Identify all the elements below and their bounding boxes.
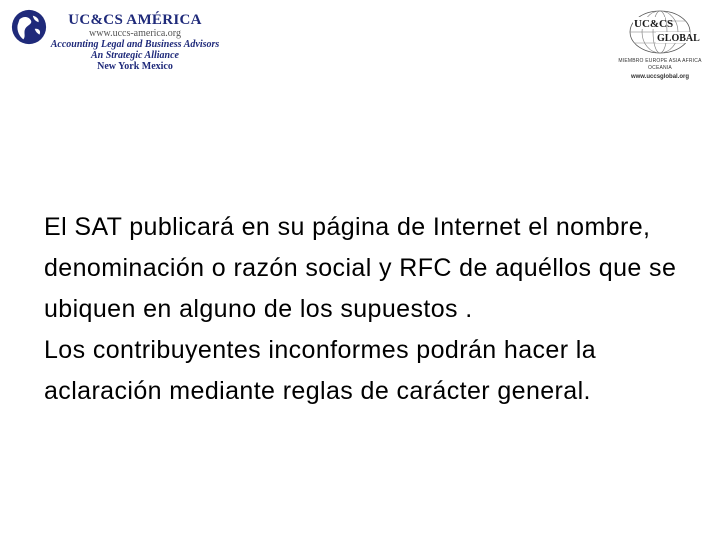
left-logo-line2: An Strategic Alliance [91, 50, 179, 61]
body-paragraph-1: El SAT publicará en su página de Internet el nombre, denominación o razón social y RFC de aquéllos que se ubiquen en alguno de los supuestos . [44, 213, 677, 323]
right-logo-website: www.uccsglobal.org [630, 74, 690, 80]
left-logo-brand: UC&CS AMÉRICA [68, 12, 202, 28]
uccs-america-logo [8, 6, 238, 78]
left-logo-line3: New York Mexico [97, 61, 173, 72]
right-logo-tagline: MIEMBRO EUROPE ASIA AFRICA OCEANIA [618, 58, 702, 71]
body-paragraph-2: Los contribuyentes inconformes podrán hacer la aclaración mediante reglas de carácter general. [44, 336, 597, 405]
left-logo-website: www.uccs-america.org [89, 28, 181, 39]
slide-body [44, 207, 694, 412]
left-logo-line1: Accounting Legal and Business Advisors [50, 39, 220, 50]
global-emblem-icon [626, 8, 700, 56]
right-logo-brand-bottom: GLOBAL [657, 33, 700, 44]
right-logo-brand-top: UC&CS [634, 18, 674, 30]
uccs-global-logo [608, 8, 712, 84]
